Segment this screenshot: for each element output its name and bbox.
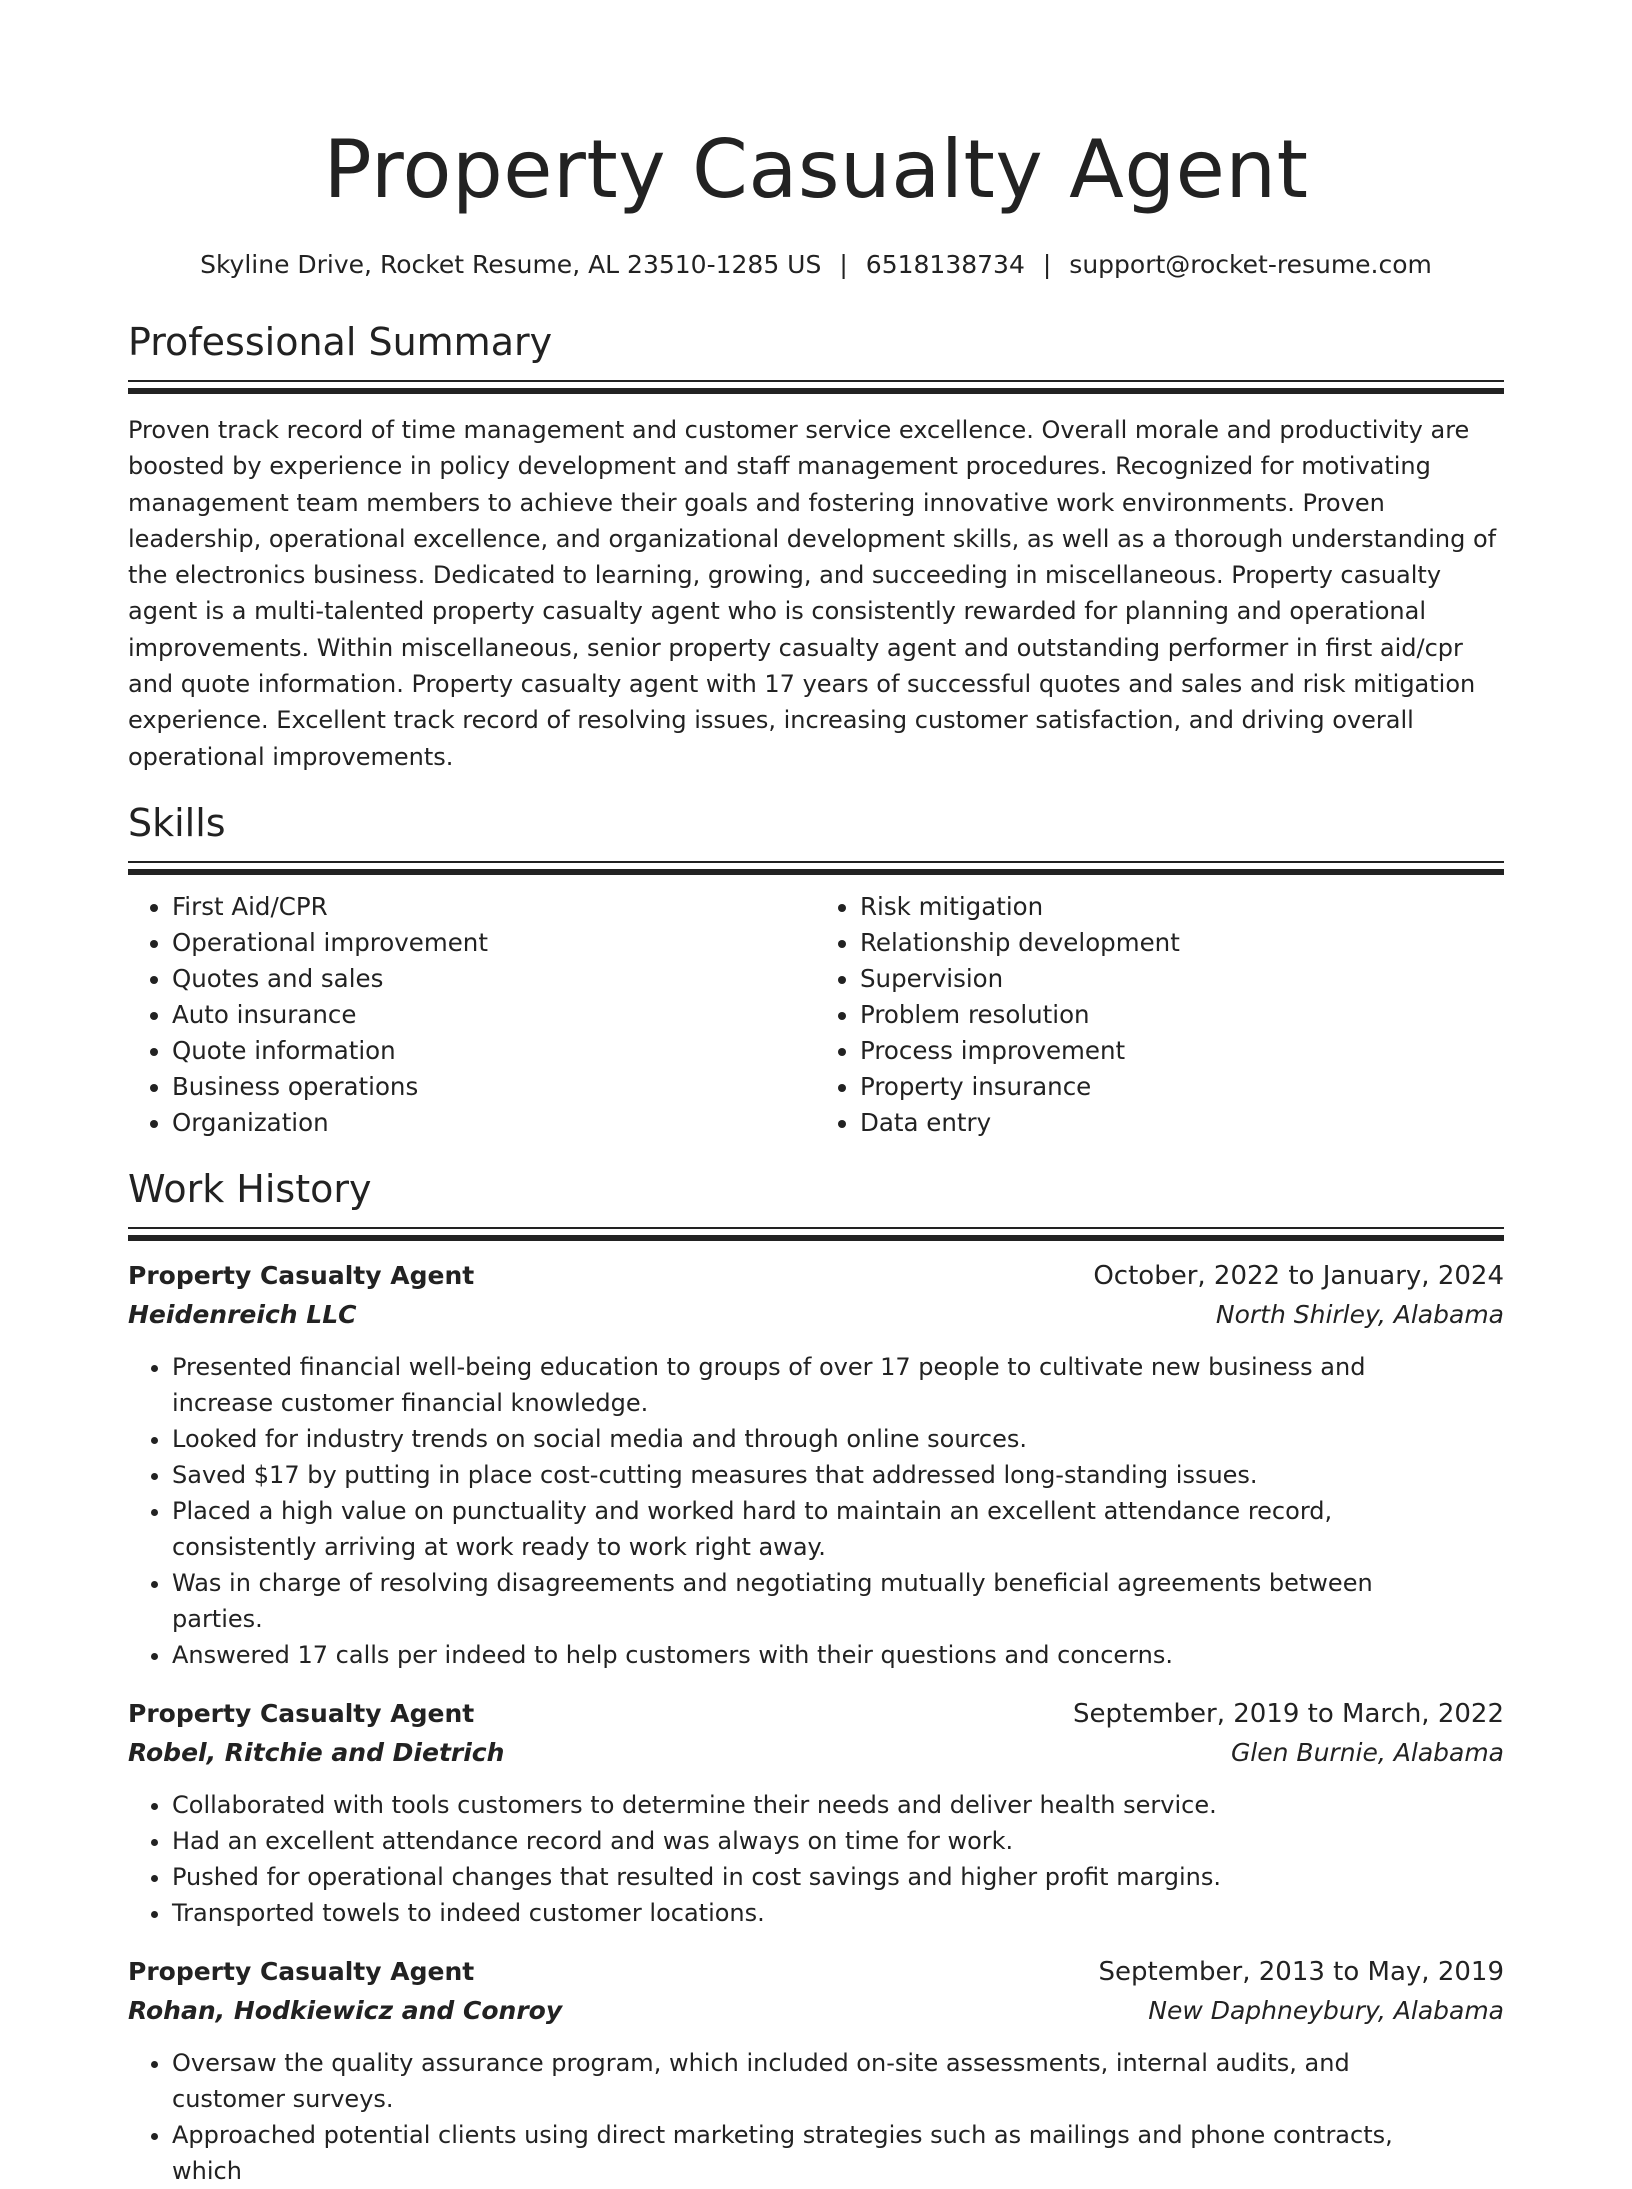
job-header <box>128 1695 1504 1733</box>
job-dates: September, 2013 to May, 2019 <box>1098 1956 1504 1987</box>
section-divider-thick <box>128 1235 1504 1241</box>
contact-email: support@rocket-resume.com <box>1069 250 1432 279</box>
job-header <box>128 1257 1504 1295</box>
job-dates: September, 2019 to March, 2022 <box>1073 1698 1504 1729</box>
job-subheader <box>128 1295 1504 1335</box>
work-history-section <box>128 1163 1504 2189</box>
job-dates: October, 2022 to January, 2024 <box>1093 1260 1504 1291</box>
skill-item: • Supervision <box>860 961 1504 997</box>
skill-item: • Operational improvement <box>172 925 816 961</box>
skill-item: • Problem resolution <box>860 997 1504 1033</box>
job-bullet: • Oversaw the quality assurance program, which included on-site assessments, internal audits, and customer surveys. <box>172 2045 1504 2117</box>
job-bullet: • Pushed for operational changes that resulted in cost savings and higher profit margins. <box>172 1859 1504 1895</box>
summary-section <box>128 316 1504 775</box>
job-bullet: • Answered 17 calls per indeed to help customers with their questions and concerns. <box>172 1637 1504 1673</box>
job-title: Property Casualty Agent <box>128 1260 475 1290</box>
job-bullet: • Transported towels to indeed customer locations. <box>172 1895 1504 1931</box>
section-title-summary: Professional Summary <box>128 320 553 364</box>
section-title-work-history: Work History <box>128 1166 372 1211</box>
job-company: Robel, Ritchie and Dietrich <box>128 1737 505 1767</box>
job-subheader <box>128 1733 1504 1773</box>
job-company: Rohan, Hodkiewicz and Conroy <box>128 1995 563 2025</box>
job-bullet: • Had an excellent attendance record and was always on time for work. <box>172 1823 1504 1859</box>
job-title: Property Casualty Agent <box>128 1698 475 1728</box>
skill-item: • Property insurance <box>860 1069 1504 1105</box>
job-bullets <box>128 2045 1504 2189</box>
job-bullet: • Placed a high value on punctuality and worked hard to maintain an excellent attendance record, consistently arriving at work ready to work right away. <box>172 1493 1504 1565</box>
job-location: Glen Burnie, Alabama <box>1230 1737 1504 1767</box>
job-bullet: • Approached potential clients using direct marketing strategies such as mailings and phone contracts, which <box>172 2117 1504 2189</box>
job-bullet: • Was in charge of resolving disagreements and negotiating mutually beneficial agreements between parties. <box>172 1565 1504 1637</box>
contact-address: Skyline Drive, Rocket Resume, AL 23510-1285 US <box>200 250 822 279</box>
section-divider-thick <box>128 388 1504 394</box>
section-divider-thin <box>128 861 1504 863</box>
job-company: Heidenreich LLC <box>128 1299 357 1329</box>
skill-item: • Process improvement <box>860 1033 1504 1069</box>
job-bullet: • Looked for industry trends on social media and through online sources. <box>172 1421 1504 1457</box>
skills-section <box>128 797 1504 1141</box>
job-bullet: • Collaborated with tools customers to determine their needs and deliver health service. <box>172 1787 1504 1823</box>
section-title-skills: Skills <box>128 800 226 845</box>
summary-text: Proven track record of time management and customer service excellence. Overall morale and productivity are boosted by experience in policy development and staff management procedures. Recognized for motivating management team members to achieve their goals and fostering innovative work environments. Proven leadership, operational excellence, and organizational development skills, as well as a thorough understanding of the electronics business. Dedicated to learning, growing, and succeeding in miscellaneous. Property casualty agent is a multi-talented property casualty agent who is consistently rewarded for planning and operational improvements. Within miscellaneous, senior property casualty agent and outstanding performer in first aid/cpr and quote information. Property casualty agent with 17 years of successful quotes and sales and risk mitigation experience. Excellent track record of resolving issues, increasing customer satisfaction, and driving overall operational improvements. <box>128 416 1497 771</box>
job-header <box>128 1953 1504 1991</box>
contact-separator: | <box>839 250 848 279</box>
job-entry <box>128 1257 1504 1673</box>
skill-item: • Data entry <box>860 1105 1504 1141</box>
job-location: North Shirley, Alabama <box>1215 1299 1504 1329</box>
contact-line <box>128 248 1504 282</box>
skill-item: • Quote information <box>172 1033 816 1069</box>
skill-item: • Business operations <box>172 1069 816 1105</box>
section-divider-thin <box>128 1227 1504 1229</box>
job-bullet: • Presented financial well-being education to groups of over 17 people to cultivate new business and increase customer financial knowledge. <box>172 1349 1504 1421</box>
job-bullet: • Saved $17 by putting in place cost-cutting measures that addressed long-standing issues. <box>172 1457 1504 1493</box>
job-entry <box>128 1953 1504 2189</box>
skills-columns <box>128 889 1504 1141</box>
contact-separator: | <box>1042 250 1052 279</box>
skill-item: • Quotes and sales <box>172 961 816 997</box>
skills-list-left <box>128 889 816 1141</box>
job-bullets <box>128 1787 1504 1931</box>
job-entry <box>128 1695 1504 1931</box>
skill-item: • First Aid/CPR <box>172 889 816 925</box>
skill-item: • Relationship development <box>860 925 1504 961</box>
job-subheader <box>128 1991 1504 2031</box>
section-divider-thin <box>128 380 1504 382</box>
skill-item: • Risk mitigation <box>860 889 1504 925</box>
contact-phone: 6518138734 <box>865 250 1025 279</box>
skills-list-right <box>816 889 1504 1141</box>
resume-name: Property Casualty Agent <box>323 123 1309 216</box>
skill-item: • Organization <box>172 1105 816 1141</box>
section-divider-thick <box>128 869 1504 875</box>
job-title: Property Casualty Agent <box>128 1956 475 1986</box>
job-location: New Daphneybury, Alabama <box>1148 1995 1504 2025</box>
skill-item: • Auto insurance <box>172 997 816 1033</box>
job-bullets <box>128 1349 1504 1673</box>
